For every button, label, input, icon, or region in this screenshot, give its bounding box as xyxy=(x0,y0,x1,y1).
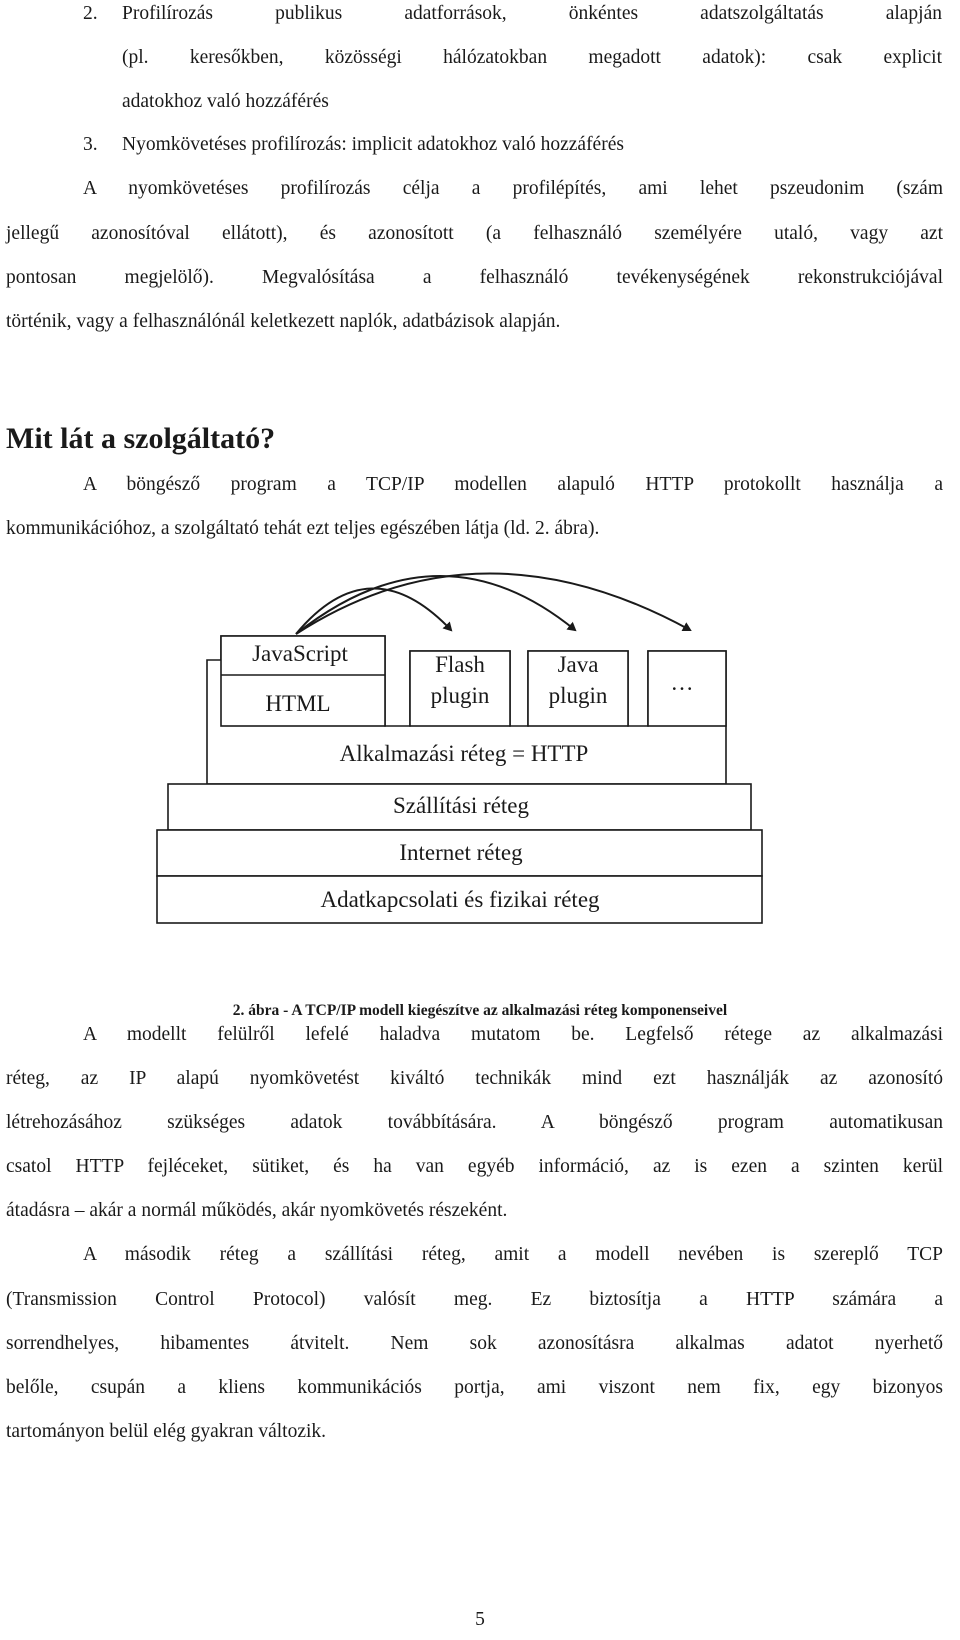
java-label-1: Java xyxy=(557,652,599,677)
paragraph-3-line-3: létrehozásához szükséges adatok továbbítására. A böngésző program automatikusan xyxy=(6,1112,943,1133)
list-item-2-line-3: adatokhoz való hozzáférés xyxy=(122,91,329,112)
paragraph-1-line-3: pontosan megjelölő). Megvalósítása a felhasználó tevékenységének rekonstrukciójával xyxy=(6,267,943,288)
paragraph-4-line-5: tartományon belül elég gyakran változik. xyxy=(6,1421,327,1442)
paragraph-1-line-2: jellegű azonosítóval ellátott), és azonosított (a felhasználó személyére utaló, vagy azt xyxy=(6,223,943,244)
paragraph-4-line-1: A második réteg a szállítási réteg, amit a modell nevében is szereplő TCP xyxy=(83,1244,943,1265)
arrow-to-java xyxy=(296,576,575,634)
paragraph-1-line-1: A nyomkövetéses profilírozás célja a profilépítés, ami lehet pszeudonim (szám xyxy=(83,178,943,199)
paragraph-1-line-4: történik, vagy a felhasználónál keletkezett naplók, adatbázisok alapján. xyxy=(6,311,561,332)
javascript-label: JavaScript xyxy=(252,641,348,666)
list-number-3: 3. xyxy=(83,134,98,155)
java-label-2: plugin xyxy=(548,683,608,708)
paragraph-4-line-4: belőle, csupán a kliens kommunikációs portja, ami viszont nem fix, egy bizonyos xyxy=(6,1377,943,1398)
paragraph-3-line-2: réteg, az IP alapú nyomkövetést kiváltó technikák mind ezt használják az azonosító xyxy=(6,1068,943,1089)
list-item-3: Nyomkövetéses profilírozás: implicit adatokhoz való hozzáférés xyxy=(122,134,624,155)
paragraph-2-line-1: A böngésző program a TCP/IP modellen alapuló HTTP protokollt használja a xyxy=(83,474,943,495)
figure-caption: 2. ábra - A TCP/IP modell kiegészítve az alkalmazási réteg komponenseivel xyxy=(232,1002,728,1019)
application-layer-label: Alkalmazási réteg = HTTP xyxy=(339,741,589,766)
page-number: 5 xyxy=(475,1609,485,1630)
list-item-2-line-2: (pl. keresőkben, közösségi hálózatokban megadott adatok): csak explicit xyxy=(122,47,942,68)
link-layer-label: Adatkapcsolati és fizikai réteg xyxy=(320,887,600,912)
internet-layer-label: Internet réteg xyxy=(399,840,523,865)
paragraph-2-line-2: kommunikációhoz, a szolgáltató tehát ezt teljes egészében látja (ld. 2. ábra). xyxy=(6,518,600,539)
list-number-2: 2. xyxy=(83,3,98,24)
paragraph-3-line-4: csatol HTTP fejléceket, sütiket, és ha van egyéb információ, az is ezen a szinten kerül xyxy=(6,1156,943,1177)
paragraph-4-line-2: (Transmission Control Protocol) valósít meg. Ez biztosítja a HTTP számára a xyxy=(6,1289,943,1310)
html-label: HTML xyxy=(265,691,331,716)
flash-label-2: plugin xyxy=(430,683,490,708)
transport-layer-label: Szállítási réteg xyxy=(392,793,530,818)
paragraph-3-line-5: átadásra – akár a normál működés, akár nyomkövetés részeként. xyxy=(6,1200,508,1221)
flash-label-1: Flash xyxy=(435,652,485,677)
list-item-2-line-1: Profilírozás publikus adatforrások, önkéntes adatszolgáltatás alapján xyxy=(122,3,942,24)
section-heading: Mit lát a szolgáltató? xyxy=(6,422,276,455)
tcpip-layer-diagram xyxy=(0,560,960,980)
ellipsis-label: … xyxy=(670,670,694,695)
arrow-to-more xyxy=(296,573,690,634)
paragraph-3-line-1: A modellt felülről lefelé haladva mutatom be. Legfelső rétege az alkalmazási xyxy=(83,1024,943,1045)
paragraph-4-line-3: sorrendhelyes, hibamentes átvitelt. Nem sok azonosításra alkalmas adatot nyerhető xyxy=(6,1333,943,1354)
